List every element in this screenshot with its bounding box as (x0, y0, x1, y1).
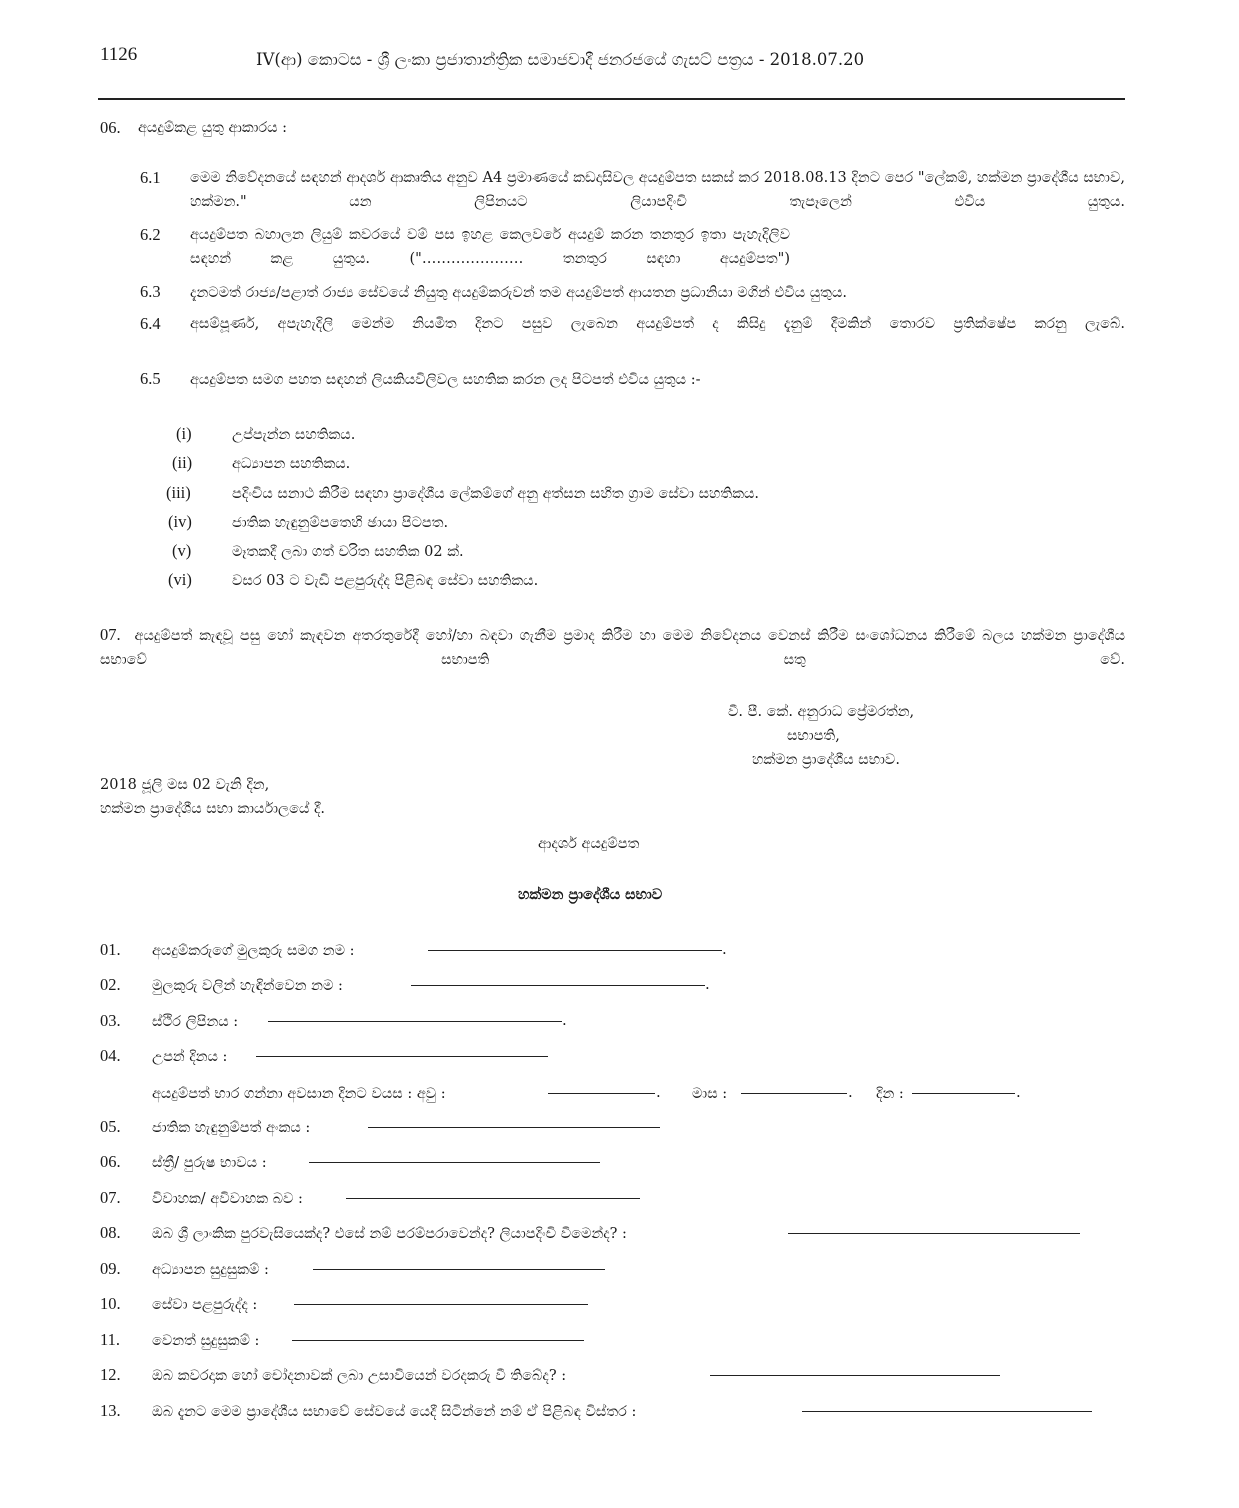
field-02-label: මුලකුරු වලින් හැඳින්වෙන නම : (152, 978, 343, 994)
field-13-blank-line[interactable] (802, 1411, 1092, 1412)
form-title: ආදර්ශ අයදුම්පත (538, 836, 640, 852)
signature-org: හක්මන ප්‍රාදේශීය සභාව. (752, 752, 900, 768)
sub-item-iii-number: (iii) (166, 483, 191, 502)
field-06-number: 06. (100, 1152, 121, 1171)
sub-item-v-text: මෑතකදී ලබා ගත් චරිත සහතික 02 ක්. (232, 544, 464, 560)
section-07 (100, 623, 1125, 696)
sub-item-iv-text: ජාතික හැඳුනුම්පතෙහි ඡායා පිටපත. (232, 515, 449, 531)
section-06-number: 06. (100, 118, 121, 137)
item-6-3-number: 6.3 (140, 282, 161, 301)
field-08-blank-line[interactable] (788, 1233, 1080, 1234)
item-6-2-number: 6.2 (140, 225, 161, 244)
field-02-number: 02. (100, 975, 121, 994)
field-09-label: අධ්‍යාපන සුදුසුකම් : (152, 1262, 269, 1278)
field-13-number: 13. (100, 1401, 121, 1420)
item-6-3-text: දැනටමත් රාජ්‍ය/පළාත් රාජ්‍ය සේවයේ නියුතු අයදුම්කරුවන් තම අයදුම්පත් ආයතන ප්‍රධානියා මගින් එවිය යුතුය. (190, 285, 847, 301)
field-02-blank-line[interactable] (411, 985, 705, 986)
signature-role: සභාපති, (787, 728, 840, 744)
item-6-1-number: 6.1 (140, 168, 161, 187)
field-age-years-line[interactable] (548, 1093, 655, 1094)
sub-item-vi-number: (vi) (168, 570, 192, 589)
field-age-label: අයදුම්පත් භාර ගන්නා අවසාන දිනට වයස : අවු : (152, 1086, 446, 1102)
signature-name: වී. පී. කේ. අනුරාධ ප්‍රේමරත්න, (728, 704, 915, 720)
field-04-number: 04. (100, 1046, 121, 1065)
field-age-days-line[interactable] (912, 1093, 1015, 1094)
field-age-months-dot: . (848, 1083, 853, 1101)
section-06-heading: අයදුම්කළ යුතු ආකාරය : (138, 120, 288, 136)
item-6-5-text: අයදුම්පත සමග පහත සඳහන් ලියකියවිලිවල සහතික කරන ලද පිටපත් එවිය යුතුය :- (190, 372, 701, 388)
field-02-end-dot: . (705, 975, 710, 993)
form-subtitle: හක්මන ප්‍රාදේශීය සභාව (518, 886, 663, 903)
field-09-blank-line[interactable] (313, 1269, 605, 1270)
sub-item-v-number: (v) (172, 541, 192, 560)
field-09-number: 09. (100, 1259, 121, 1278)
field-11-label: වෙනත් සුදුසුකම් : (152, 1333, 260, 1349)
header-divider (98, 98, 1125, 100)
page-number: 1126 (100, 44, 138, 65)
field-age-months-line[interactable] (741, 1093, 847, 1094)
field-01-end-dot: . (722, 940, 727, 958)
item-6-2-text: අයදුම්පත බහාලන ලියුම් කවරයේ වම් පස ඉහළ කෙලවරේ අයදුම් කරන තනතුර ඉතා පැහැදිලිව සඳහන් කළ යුතුය. ("………………… තනතුර සඳහා අයදුම්පත") (190, 227, 790, 267)
field-01-number: 01. (100, 940, 121, 959)
field-10-blank-line[interactable] (294, 1304, 588, 1305)
field-10-number: 10. (100, 1294, 121, 1313)
issue-date: 2018 ජූලි මස 02 වැනි දින, (100, 777, 270, 793)
issue-place: හක්මන ප්‍රාදේශීය සභා කාර්යාලයේ දී. (100, 801, 326, 817)
item-6-5-number: 6.5 (140, 369, 161, 388)
field-13-label: ඔබ දැනට මෙම ප්‍රාදේශීය සභාවේ සේවයේ යෙදී සිටින්නේ නම් ඒ පිළිබඳ විස්තර : (152, 1404, 637, 1420)
field-12-label: ඔබ කවරදාක හෝ චෝදනාවක් ලබා උසාවියෙන් වරදකරු වී තිබේද? : (152, 1368, 567, 1384)
field-07-number: 07. (100, 1188, 121, 1207)
section-07-number: 07. (100, 625, 121, 644)
field-06-label: ස්ත්‍රී/ පුරුෂ භාවය : (152, 1155, 267, 1171)
field-12-blank-line[interactable] (710, 1375, 1000, 1376)
field-01-label: අයදුම්කරුගේ මුලකුරු සමග නම : (152, 943, 355, 959)
field-06-blank-line[interactable] (309, 1162, 600, 1163)
item-6-1-text: මෙම නිවේදනයේ සඳහන් ආදර්ශ ආකෘතිය අනුව A4 ප්‍රමාණයේ කඩදාසිවල අයදුම්පත සකස් කර 2018.08.13 දිනට පෙර "ලේකම්, හක්මන ප්‍රාදේශීය සභාව, හක්මන." යන ලිපිනයට ලියාපදිංචි තැපෑලෙන් එවිය යුතුය. (190, 170, 1125, 210)
sub-item-ii-text: අධ්‍යාපන සහතිකය. (232, 456, 351, 472)
field-08-number: 08. (100, 1223, 121, 1242)
field-05-blank-line[interactable] (368, 1127, 660, 1128)
field-04-label: උපන් දිනය : (152, 1049, 228, 1065)
field-03-blank-line[interactable] (268, 1021, 562, 1022)
field-07-label: විවාහක/ අවිවාහක බව : (152, 1191, 303, 1207)
field-12-number: 12. (100, 1365, 121, 1384)
field-age-days-dot: . (1016, 1083, 1021, 1101)
field-05-number: 05. (100, 1117, 121, 1136)
field-11-blank-line[interactable] (292, 1340, 584, 1341)
field-11-number: 11. (100, 1330, 121, 1349)
field-age-days-label: දින : (876, 1086, 904, 1102)
field-04-blank-line[interactable] (256, 1056, 548, 1057)
field-08-label: ඔබ ශ්‍රී ලාංකික පුරවැසියෙක්ද? එසේ නම් පරම්පරාවෙන්ද? ලියාපදිංචි වීමෙන්ද? : (152, 1226, 627, 1242)
item-6-4-number: 6.4 (140, 314, 161, 333)
field-03-label: ස්ථිර ලිපිනය : (152, 1014, 239, 1030)
sub-item-i-text: උප්පැන්න සහතිකය. (232, 427, 356, 443)
field-05-label: ජාතික හැඳුනුම්පත් අංකය : (152, 1120, 311, 1136)
sub-item-iv-number: (iv) (168, 512, 192, 531)
section-07-text: අයදුම්පත් කැඳවූ පසු හෝ කැඳවන අතරතුරේදී හෝ/හා බඳවා ගැනීම ප්‍රමාද කිරීම හා මෙම නිවේදනය වෙනස් කිරීම සංශෝධනය කිරීමේ බලය හක්මන ප්‍රාදේශීය සභාවේ සභාපති සතු වේ. (100, 628, 1125, 668)
field-10-label: සේවා පළපුරුද්ද : (152, 1297, 258, 1313)
gazette-header-title: IV(ආ) කොටස - ශ්‍රී ලංකා ප්‍රජාතාන්ත්‍රික සමාජවාදී ජනරජයේ ගැසට් පත්‍රය - 2018.07.20 (256, 50, 865, 69)
sub-item-iii-text: පදිංචිය සනාථ කිරීම සඳහා ප්‍රාදේශීය ලේකම්ගේ අනු අත්සන සහිත ග්‍රාම සේවා සහතිකය. (232, 486, 760, 502)
field-age-years-dot: . (656, 1083, 661, 1101)
field-age-months-label: මාස : (692, 1086, 728, 1102)
sub-item-ii-number: (ii) (172, 453, 193, 472)
field-03-number: 03. (100, 1011, 121, 1030)
sub-item-vi-text: වසර 03 ට වැඩි පළපුරුද්ද පිළිබඳ සේවා සහතිකය. (232, 573, 539, 589)
field-01-blank-line[interactable] (428, 950, 722, 951)
field-07-blank-line[interactable] (346, 1198, 640, 1199)
field-03-end-dot: . (562, 1011, 567, 1029)
item-6-4-text: අසම්පූර්ණ, අපැහැදිලි මෙන්ම නියමිත දිනට පසුව ලැබෙන අයදුම්පත් ද කිසිදු දැනුම් දීමකින් තොරව ප්‍රතික්ෂේප කරනු ලැබේ. (190, 316, 1125, 332)
sub-item-i-number: (i) (176, 424, 192, 443)
